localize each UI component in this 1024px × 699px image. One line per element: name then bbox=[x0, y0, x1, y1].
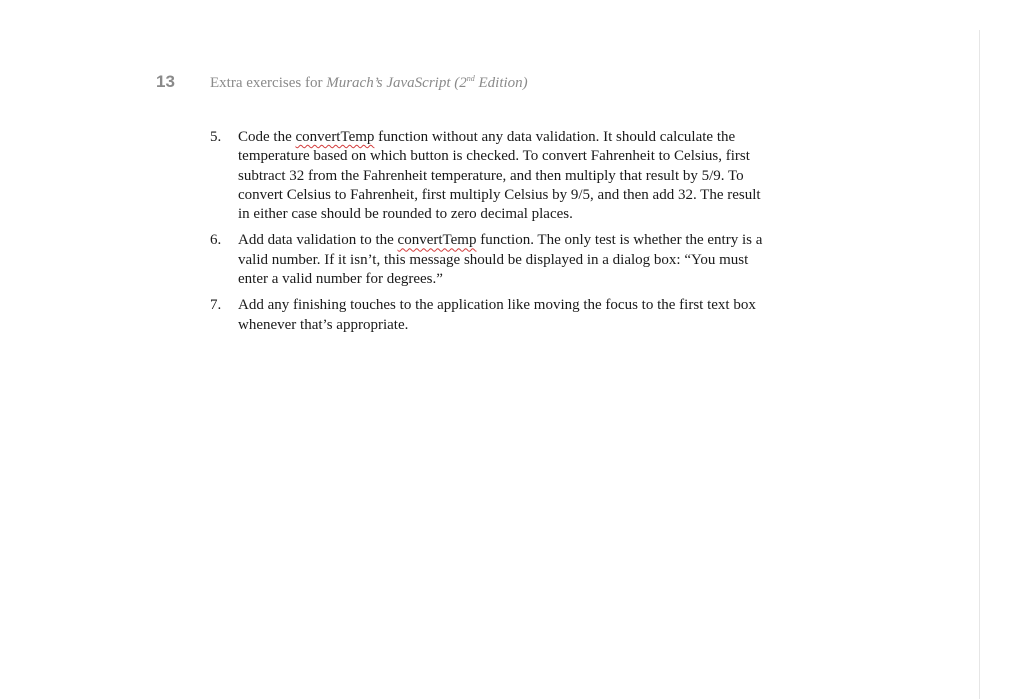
running-head-ordinal: nd bbox=[466, 74, 475, 83]
spellcheck-flagged-term: convertTemp bbox=[397, 232, 477, 249]
exercise-item-7 bbox=[210, 296, 770, 335]
running-head bbox=[210, 75, 528, 92]
exercise-text-after: function. The only test is whether the entry is a valid number. If it isn’t, this message should be displayed in a dialog box: “You must enter a valid number for degrees.” bbox=[238, 232, 763, 288]
exercise-number: 7. bbox=[210, 297, 222, 314]
exercise-text-before: Code the bbox=[238, 129, 296, 145]
running-head-prefix: Extra exercises for bbox=[210, 75, 327, 91]
exercise-text bbox=[238, 128, 770, 224]
exercise-text-after: function without any data validation. It should calculate the temperature based on which button is checked. To convert Fahrenheit to Celsius, first subtract 32 from the Fahrenheit temperature, and then multiply that result by 5/9. To convert Celsius to Fahrenheit, first multiply Celsius by 9/5, and then add 32. The result in either case should be rounded to zero decimal places. bbox=[238, 129, 761, 223]
exercise-text bbox=[238, 231, 770, 289]
exercise-number: 5. bbox=[210, 129, 222, 145]
exercise-text-before: Add data validation to the bbox=[238, 232, 398, 249]
running-head-edition: Edition) bbox=[474, 75, 528, 91]
exercise-item-6 bbox=[210, 231, 770, 289]
exercise-text-before: Add any finishing touches to the application like moving the focus to the first text box whenever that’s appropriate. bbox=[238, 297, 756, 333]
running-head-book-title bbox=[326, 75, 527, 91]
viewer-gutter bbox=[980, 0, 1024, 699]
exercise-text bbox=[238, 296, 770, 335]
exercise-list bbox=[210, 128, 770, 342]
running-head-book-name: Murach’s JavaScript (2 bbox=[326, 75, 467, 91]
exercise-number: 6. bbox=[210, 232, 222, 249]
page-header bbox=[156, 72, 528, 96]
page-number: 13 bbox=[156, 72, 175, 91]
spellcheck-flagged-term: convertTemp bbox=[295, 129, 375, 145]
exercise-item-5 bbox=[210, 128, 770, 224]
